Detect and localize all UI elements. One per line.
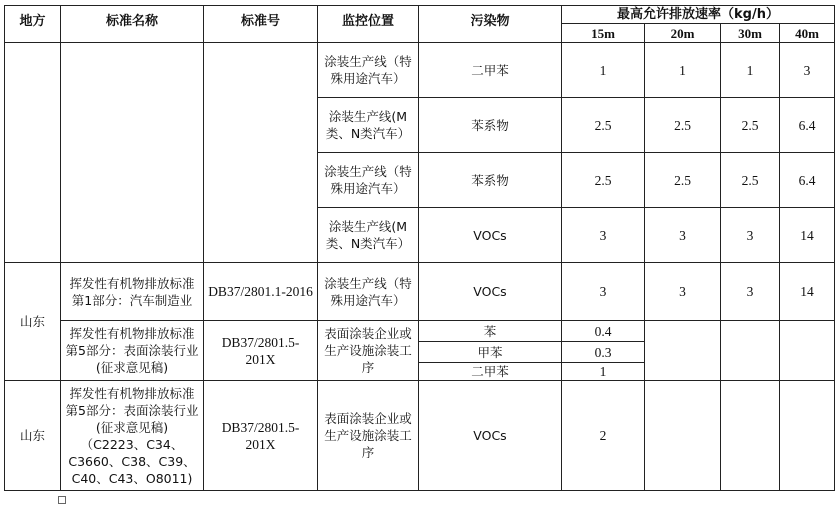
rate-15m-cell: 3 (562, 208, 645, 263)
rate-15m-cell: 0.3 (562, 342, 645, 363)
rate-30m-cell: 2.5 (721, 98, 780, 153)
header-height-40m: 40m (780, 24, 835, 43)
table-row (5, 263, 835, 321)
location-cell: 表面涂装企业或生产设施涂装工序 (318, 381, 419, 491)
paragraph-mark-icon (58, 496, 66, 504)
header-height-30m: 30m (721, 24, 780, 43)
standard-name-cell: 挥发性有机物排放标准 第5部分：表面涂装行业(征求意见稿)（C2223、C34、C3660、C38、C39、C40、C43、O8011) (61, 381, 204, 491)
pollutant-cell: VOCs (419, 263, 562, 321)
header-monitor-location: 监控位置 (318, 6, 419, 43)
rate-40m-cell: 14 (780, 208, 835, 263)
standard-no-cell: DB37/2801.5-201X (204, 321, 318, 381)
table-row (5, 381, 835, 491)
header-region: 地方 (5, 6, 61, 43)
header-pollutant: 污染物 (419, 6, 562, 43)
rate-20m-cell-empty (645, 381, 721, 491)
pollutant-cell: 甲苯 (419, 342, 562, 363)
rate-40m-cell: 6.4 (780, 153, 835, 208)
location-cell: 涂装生产线(M类、N类汽车） (318, 98, 419, 153)
rate-15m-cell: 2 (562, 381, 645, 491)
rate-15m-cell: 3 (562, 263, 645, 321)
table-row (5, 321, 835, 342)
table-row (5, 43, 835, 98)
pollutant-cell: 苯系物 (419, 98, 562, 153)
header-standard-no: 标准号 (204, 6, 318, 43)
rate-15m-cell: 1 (562, 363, 645, 381)
rate-30m-cell: 2.5 (721, 153, 780, 208)
rate-15m-cell: 1 (562, 43, 645, 98)
standard-name-cell: 挥发性有机物排放标准 第5部分：表面涂装行业(征求意见稿) (61, 321, 204, 381)
rate-30m-cell-empty (721, 321, 780, 381)
rate-40m-cell: 6.4 (780, 98, 835, 153)
rate-30m-cell: 3 (721, 263, 780, 321)
standard-no-cell: DB37/2801.5-201X (204, 381, 318, 491)
location-cell: 涂装生产线（特殊用途汽车） (318, 153, 419, 208)
header-standard-name: 标准名称 (61, 6, 204, 43)
rate-20m-cell: 2.5 (645, 98, 721, 153)
rate-20m-cell: 3 (645, 208, 721, 263)
pollutant-cell: VOCs (419, 208, 562, 263)
standard-no-cell-empty (204, 43, 318, 263)
region-cell-empty (5, 43, 61, 263)
standard-name-cell-empty (61, 43, 204, 263)
pollutant-cell: VOCs (419, 381, 562, 491)
standard-no-cell: DB37/2801.1-2016 (204, 263, 318, 321)
rate-40m-cell: 14 (780, 263, 835, 321)
region-cell: 山东 (5, 263, 61, 381)
rate-40m-cell-empty (780, 321, 835, 381)
pollutant-cell: 二甲苯 (419, 43, 562, 98)
rate-20m-cell: 2.5 (645, 153, 721, 208)
location-cell: 涂装生产线（特殊用途汽车） (318, 263, 419, 321)
rate-15m-cell: 2.5 (562, 153, 645, 208)
pollutant-cell: 苯 (419, 321, 562, 342)
rate-30m-cell: 3 (721, 208, 780, 263)
location-cell: 表面涂装企业或生产设施涂装工序 (318, 321, 419, 381)
location-cell: 涂装生产线（特殊用途汽车） (318, 43, 419, 98)
header-height-20m: 20m (645, 24, 721, 43)
pollutant-cell: 二甲苯 (419, 363, 562, 381)
region-cell: 山东 (5, 381, 61, 491)
location-cell: 涂装生产线(M类、N类汽车） (318, 208, 419, 263)
rate-40m-cell: 3 (780, 43, 835, 98)
rate-30m-cell: 1 (721, 43, 780, 98)
rate-20m-cell: 3 (645, 263, 721, 321)
rate-20m-cell-empty (645, 321, 721, 381)
emission-standards-table (4, 5, 835, 491)
standard-name-cell: 挥发性有机物排放标准 第1部分：汽车制造业 (61, 263, 204, 321)
header-max-rate: 最高允许排放速率（kg/h） (562, 6, 835, 24)
rate-30m-cell-empty (721, 381, 780, 491)
pollutant-cell: 苯系物 (419, 153, 562, 208)
rate-15m-cell: 0.4 (562, 321, 645, 342)
rate-40m-cell-empty (780, 381, 835, 491)
rate-15m-cell: 2.5 (562, 98, 645, 153)
header-height-15m: 15m (562, 24, 645, 43)
rate-20m-cell: 1 (645, 43, 721, 98)
